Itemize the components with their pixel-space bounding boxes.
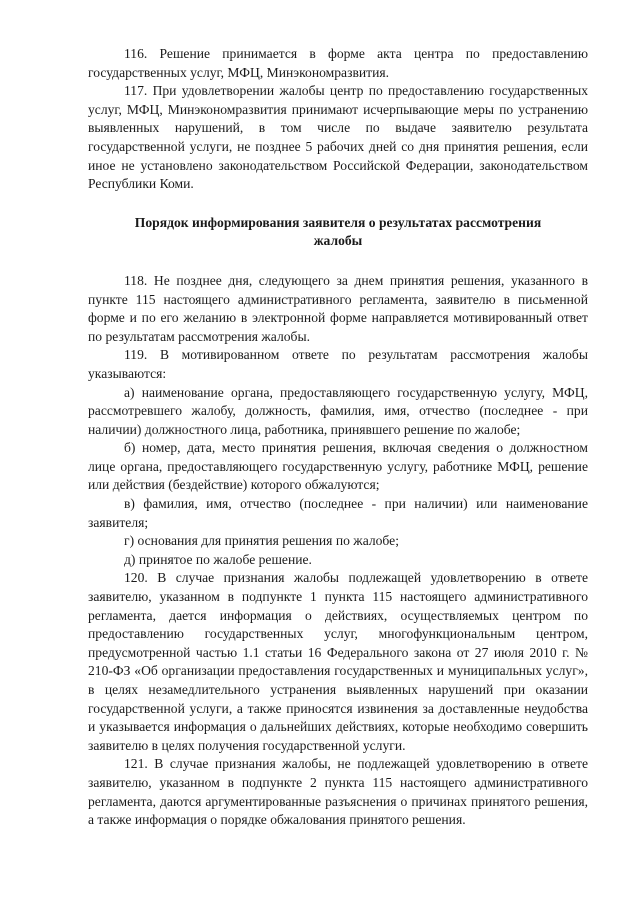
paragraph-121: 121. В случае признания жалобы, не подлежащей удовлетворению в ответе заявителю, указанном в подпункте 2 пункта 115 настоящего административного регламента, даются аргументированные разъяснения о причинах принятого решения, а также информация о порядке обжалования принятого решения. [88,756,588,828]
list-item-d: д) принятое по жалобе решение. [124,551,312,567]
list-item-g: г) основания для принятия решения по жалобе; [124,533,399,549]
list-item-v: в) фамилия, имя, отчество (последнее - при наличии) или наименование заявителя; [88,496,588,530]
paragraph-120: 120. В случае признания жалобы подлежащей удовлетворению в ответе заявителю, указанном в подпункте 1 пункта 115 настоящего административного регламента, дается информация о действиях, осуществляемых центром по предоставлению государственных услуг, многофункциональным центром, предусмотренной частью 1.1 статьи 16 Федерального закона от 27 июля 2010 г. № 210-ФЗ «Об организации предоставления государственных и муниципальных услуг», в целях незамедлительного устранения выявленных нарушений при оказании государственной услуги, а также приносятся извинения за доставленные неудобства и указывается информация о дальнейших действиях, которые необходимо совершить заявителю в целях получения государственной услуги. [88,570,588,753]
paragraph-116: 116. Решение принимается в форме акта центра по предоставлению государственных услуг, МФЦ, Минэкономразвития. [88,46,588,80]
paragraph-119: 119. В мотивированном ответе по результатам рассмотрения жалобы указываются: [88,347,588,381]
paragraph-118: 118. Не позднее дня, следующего за днем принятия решения, указанного в пункте 115 настоящего административного регламента, заявителю в письменной форме и по его желанию в электронной форме направляется мотивированный ответ по результатам рассмотрения жалобы. [88,272,588,344]
section-heading: Порядок информирования заявителя о результатах рассмотрения жалобы [134,214,542,249]
paragraph-117: 117. При удовлетворении жалобы центр по предоставлению государственных услуг, МФЦ, Минэкономразвития принимают исчерпывающие меры по устранению выявленных нарушений, в том числе по выдаче заявителю результата государственной услуги, не позднее 5 рабочих дней со дня принятия решения, если иное не установлено законодательством Российской Федерации, законодательством Республики Коми. [88,83,588,192]
list-item-b: б) номер, дата, место принятия решения, включая сведения о должностном лице органа, предоставляющего государственную услугу, работнике МФЦ, решение или действия (бездействие) которого обжалуются; [88,440,588,493]
list-item-a: а) наименование органа, предоставляющего государственную услугу, МФЦ, рассмотревшего жалобу, должность, фамилия, имя, отчество (последнее - при наличии) должностного лица, работника, принявшего решение по жалобе; [88,384,588,437]
document-body [88,45,588,830]
